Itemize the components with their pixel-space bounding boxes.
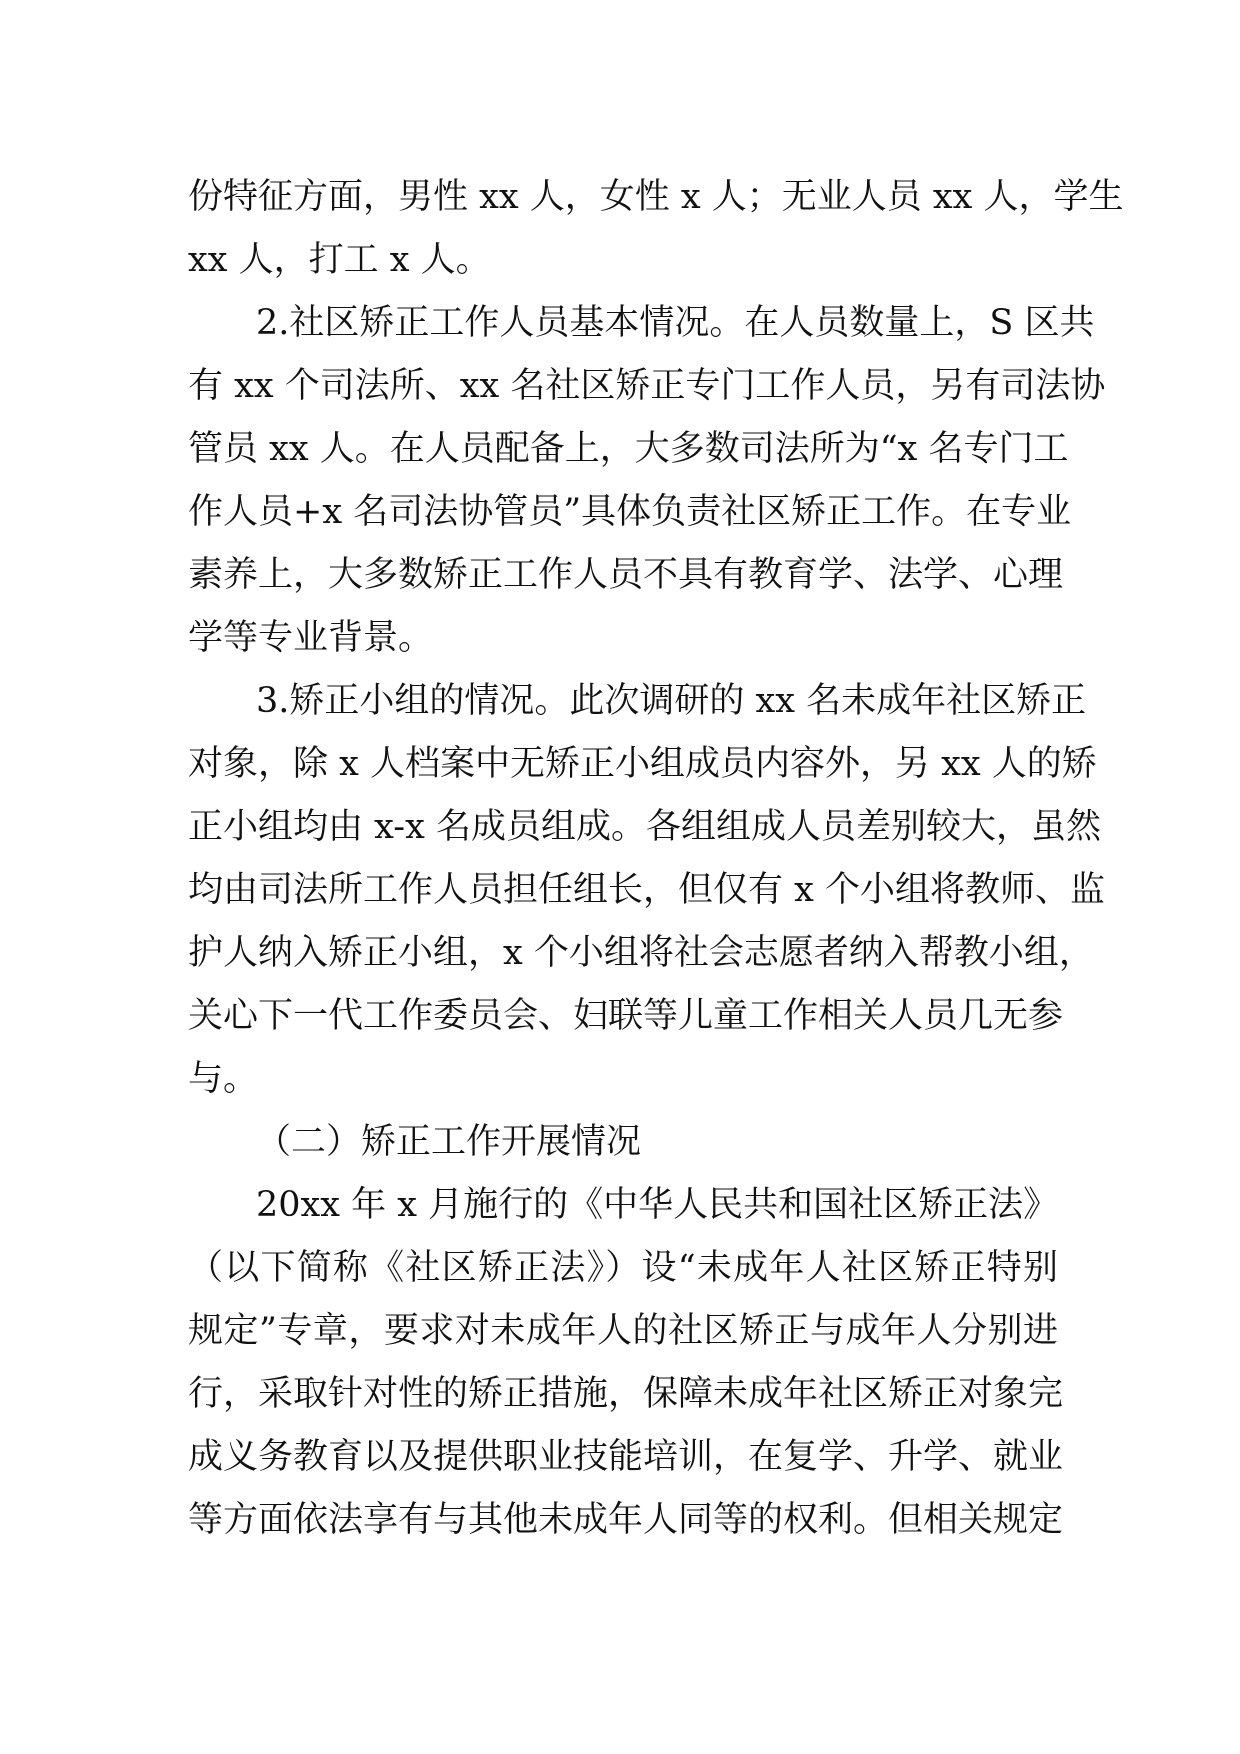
- text-line: 护人纳入矫正小组，x 个小组将社会志愿者纳入帮教小组，: [188, 933, 1094, 973]
- text-line: 关心下一代工作委员会、妇联等儿童工作相关人员几无参: [188, 996, 1064, 1036]
- text-line: 学等专业背景。: [188, 618, 434, 658]
- paragraph-start-line: 20xx 年 x 月施行的《中华人民共和国社区矫正法》: [256, 1185, 1059, 1225]
- text-line: 份特征方面，男性 xx 人，女性 x 人；无业人员 xx 人，学生: [188, 177, 1124, 217]
- text-line: 等方面依法享有与其他未成年人同等的权利。但相关规定: [188, 1500, 1064, 1540]
- text-line: 作人员+x 名司法协管员”具体负责社区矫正工作。在专业: [188, 492, 1072, 532]
- text-line: （以下简称《社区矫正法》）设“未成年人社区矫正特别: [188, 1248, 1058, 1288]
- text-line: 与。: [188, 1059, 259, 1099]
- text-line: 成义务教育以及提供职业技能培训，在复学、升学、就业: [188, 1437, 1064, 1477]
- text-line: 规定”专章，要求对未成年人的社区矫正与成年人分别进: [188, 1311, 1058, 1351]
- text-line: xx 人，打工 x 人。: [188, 240, 491, 280]
- text-line: 对象，除 x 人档案中无矫正小组成员内容外，另 xx 人的矫: [188, 744, 1097, 784]
- text-line: 正小组均由 x-x 名成员组成。各组组成人员差别较大，虽然: [188, 807, 1101, 847]
- text-line: 均由司法所工作人员担任组长，但仅有 x 个小组将教师、监: [188, 870, 1105, 910]
- text-line: 素养上，大多数矫正工作人员不具有教育学、法学、心理: [188, 555, 1064, 595]
- text-line: 管员 xx 人。在人员配备上，大多数司法所为“x 名专门工: [188, 429, 1069, 469]
- paragraph-start-line: 3.矫正小组的情况。此次调研的 xx 名未成年社区矫正: [256, 681, 1087, 721]
- text-line: 行，采取针对性的矫正措施，保障未成年社区矫正对象完: [188, 1374, 1064, 1414]
- paragraph-start-line: 2.社区矫正工作人员基本情况。在人员数量上，S 区共: [256, 303, 1095, 343]
- section-heading: （二）矫正工作开展情况: [256, 1122, 642, 1162]
- text-line: 有 xx 个司法所、xx 名社区矫正专门工作人员，另有司法协: [188, 366, 1106, 406]
